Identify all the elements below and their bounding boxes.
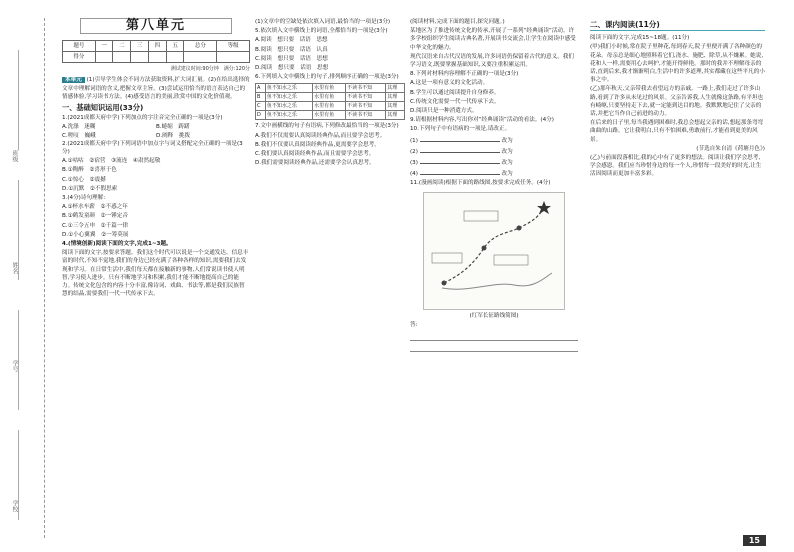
score-cell[interactable] — [95, 52, 113, 63]
answer-line[interactable] — [410, 146, 578, 156]
option[interactable]: C.传统文化需要一代一代传承下去。 — [410, 98, 500, 105]
column-1 — [62, 18, 250, 299]
option[interactable]: C.我们要认真阅读经典作品,而且需要学会思考。 — [255, 151, 375, 158]
grid-row[interactable] — [256, 84, 405, 93]
score-cell[interactable] — [148, 52, 166, 63]
score-cell[interactable] — [131, 52, 149, 63]
answer-line[interactable] — [410, 135, 578, 145]
unit-intro — [62, 76, 250, 101]
question-8: 8.下列对材料内容理解不正确的一项是(3分) — [410, 71, 519, 78]
reading-subtitle: 阅读下面的文字,完成15~18题。(11分) — [590, 35, 690, 42]
answer-line[interactable] — [410, 341, 578, 352]
map-caption: (红军长征路线简图) — [469, 312, 519, 319]
option[interactable]: B.我们不仅要认真阅读经典作品,更需要学会思考。 — [255, 141, 380, 148]
material-intro: (阅读材料,完成下面的题目,探究问题。) — [410, 19, 505, 25]
question-11: 11.(漫画阅读)根据下面的路线图,按要求完成任务。(4分) — [410, 180, 551, 187]
margin-label-school: 学校 — [11, 500, 18, 512]
question-7: 7.文中画横线的句子有语病,下列修改最恰当的一项是(3分) — [255, 123, 399, 130]
score-header: 总分 — [184, 41, 217, 52]
grid-cell: 水里有鱼 — [313, 102, 346, 111]
route-map — [423, 192, 565, 310]
grid-cell: A — [256, 84, 266, 93]
grid-cell: 其理 — [386, 93, 405, 102]
options-1 — [62, 123, 250, 139]
margin-label-number: 学号 — [11, 360, 18, 372]
section-heading: 一、基础知识运用(33分) — [62, 103, 144, 113]
score-table — [62, 40, 250, 63]
question-1: 1.(2021成都天府中学)下列加点的字注音完全正确的一项是(3分) — [62, 115, 223, 122]
score-header: 一 — [95, 41, 113, 52]
grid-cell: 水里有鱼 — [313, 111, 346, 120]
binding-margin — [0, 0, 52, 552]
question-10: 10.下列句子中有语病的一项是,请改正。 — [410, 126, 511, 133]
source-note: (节选自朱自清《荷塘月色》) — [696, 145, 765, 152]
grid-cell: 其理 — [386, 84, 405, 93]
blank-suffix: 改为 — [501, 160, 513, 167]
option[interactable]: D.①沉默 ②不假思索 — [62, 185, 118, 192]
question-9: 9.请根据材料内容,写出你对“经典诵读”活动的看法。(4分) — [410, 117, 554, 124]
grid-cell: 不读书不知 — [346, 102, 386, 111]
margin-label-class: 班级 — [11, 150, 18, 162]
reading-para: 在后来的日子里,每当我遇到困难时,我总会想起父亲的话,想起那条弯弯曲曲的山路。它让我明白,只有不怕困难,勇敢前行,才能看到更美的风景。 — [590, 120, 764, 143]
column-2 — [255, 18, 405, 168]
grid-row[interactable] — [256, 102, 405, 111]
intro-text: (1)引导学生体会不同方法获取资料,扩大词汇量。(2)在给出选择的文章中理解词语的含义,把握文章主旨。(3)尝试运用恰当的语言表达自己的情感体验,学习读书方法。(4)感受语言的美丽,欣赏中国的文化价值观。 — [62, 77, 250, 100]
option[interactable]: B.蜷缩 踌躇 — [156, 124, 190, 131]
grid-cell: 鱼不知水之乐 — [265, 84, 312, 93]
option[interactable]: C.①三令五申 ②千篇一律 — [62, 222, 129, 229]
score-header: 二 — [113, 41, 131, 52]
question-6: 6.下列填入文中横线上的句子,排列顺序正确的一项是(3分) — [255, 74, 399, 81]
grid-row[interactable] — [256, 93, 405, 102]
blank-label: (2) — [410, 148, 418, 155]
route-map-illustration — [424, 193, 564, 309]
option[interactable]: A.①咕咕 ②宿营 ③流连 ④肃然起敬 — [62, 158, 161, 165]
score-row-label: 得分 — [63, 52, 96, 63]
score-cell[interactable] — [217, 52, 250, 63]
option[interactable]: A.①杯水车薪 ②不惑之年 — [62, 204, 128, 211]
margin-line — [18, 50, 19, 150]
blank-field[interactable] — [420, 146, 500, 153]
grid-cell: 其理 — [386, 102, 405, 111]
question-header: (1)文章中的空缺处依次填入词语,最恰当的一项是(3分) — [255, 19, 391, 25]
option[interactable]: D.阐释 挑拨 — [156, 132, 191, 139]
intro-tag: 本单元 — [62, 77, 85, 83]
answer-label: 答: — [410, 321, 418, 328]
question-3: 3.(4分)诗句理解: — [62, 195, 106, 202]
score-header: 四 — [148, 41, 166, 52]
grid-row[interactable] — [256, 111, 405, 120]
blank-field[interactable] — [420, 168, 500, 175]
grid-cell: 水里有鱼 — [313, 84, 346, 93]
grid-cell: C — [256, 102, 266, 111]
margin-label-name: 姓名 — [11, 262, 18, 274]
reading-para: (乙)那年秋天,父亲带我去看望远方的亲戚。一路上,我们走过了许多山路,看到了许多从未见过的风景。父亲告诉我,人生就像这条路,有平坦也有崎岖,只要坚持走下去,就一定能到达目的地。我默默地记住了父亲的话,并把它当作自己前进的动力。 — [590, 86, 764, 118]
option[interactable]: B.①鹤发童颜 ②一锤定音 — [62, 213, 128, 220]
blank-suffix: 改为 — [501, 148, 513, 155]
cut-line — [44, 18, 45, 538]
material-para: 某地区为了推进传统文化的传承,开展了一系列“经典诵读”活动。许多学校组织学生阅读古典名著,开展读书交流会,让学生在阅读中感受中华文化的魅力。 — [410, 28, 576, 51]
page-number: 15 — [743, 535, 766, 546]
option[interactable]: D.阅读只是一种消遣方式。 — [410, 108, 478, 115]
answer-line[interactable] — [410, 168, 578, 178]
blank-field[interactable] — [420, 135, 500, 142]
score-cell[interactable] — [166, 52, 184, 63]
grid-cell: 水里有鱼 — [313, 93, 346, 102]
grid-cell: 不读书不知 — [346, 93, 386, 102]
blank-label: (3) — [410, 160, 418, 167]
option[interactable]: A.阅读 想只要 话语 思想 — [255, 37, 328, 44]
material-para: 现代汉语来自古代汉语的发展,许多词语仍保留着古代的意义。我们学习语文,既要掌握基础知识,又要注重积累运用。 — [410, 53, 574, 69]
option[interactable]: A.洗涤 迷糊 — [62, 124, 96, 131]
unit-title: 第八单元 — [80, 18, 232, 34]
grid-cell: 其理 — [386, 111, 405, 120]
question-2: 2.(2021成都天府中学)下列词语中加点字与词义搭配完全正确的一项是(3分) — [62, 140, 243, 156]
score-header: 三 — [131, 41, 149, 52]
option[interactable]: D.①小心翼翼 ②一筹莫展 — [62, 231, 129, 238]
column-4 — [590, 18, 765, 180]
question-4-title: 4.(情境创新)阅读下面的文字,完成1~3题。 — [62, 241, 172, 248]
column-3 — [410, 18, 578, 352]
answer-line[interactable] — [410, 330, 578, 341]
blank-field[interactable] — [420, 157, 500, 164]
option[interactable]: D.我们需要阅读经典作品,还需要学会认真思考。 — [255, 160, 375, 167]
option[interactable]: C.嗟叹 巍峨 — [62, 132, 96, 139]
grid-cell: D — [256, 111, 266, 120]
score-cell[interactable] — [113, 52, 131, 63]
reading-para: (乙)与前面段落相比,我的心中有了更多的想法。阅读让我们学会思考,学会感恩。我们应当珍惜身边的每一个人,珍惜每一段美好的时光,让生活因阅读而更加丰富多彩。 — [590, 155, 762, 178]
section-heading: 二、课内阅读(11分) — [590, 21, 765, 31]
option[interactable]: C.①惊心 ②震撼 — [62, 176, 106, 183]
option[interactable]: A.我们不仅需要认真阅读经典作品,而且要学会思考。 — [255, 132, 386, 139]
grid-cell: 鱼不知水之乐 — [265, 111, 312, 120]
score-header: 题号 — [63, 41, 96, 52]
grid-cell: 鱼不知水之乐 — [265, 102, 312, 111]
option[interactable]: B.阅读 想只要 话语 认真 — [255, 46, 328, 53]
option[interactable]: B.①陶醉 ②喜形于色 — [62, 167, 117, 174]
score-cell[interactable] — [184, 52, 217, 63]
grid-cell: 不读书不知 — [346, 84, 386, 93]
answer-line[interactable] — [410, 157, 578, 167]
reading-para: (甲)我们小时候,常在院子里种花,每到春天,院子里便开满了各种颜色的花朵。母亲总是细心地照料着它们,浇水、施肥、除草,从不嫌累。她说,花和人一样,需要用心去呵护,才能开得鲜艳。那时的我并不理解母亲的话,直到后来,我才渐渐明白,生活中的许多道理,其实都藏在这些平凡的小事之中。 — [590, 44, 765, 84]
grid-cell: 鱼不知水之乐 — [265, 93, 312, 102]
option[interactable]: A.这是一项有意义的文化活动。 — [410, 80, 489, 87]
blank-suffix: 改为 — [501, 171, 513, 178]
blank-suffix: 改为 — [501, 137, 513, 144]
reading-passage: 阅读下面的文字,按要求答题。我们这个时代可以说是一个交通发达、信息丰富的时代,不知不觉地,我们的身边已经充满了各种各样的知识,需要我们去发现和学习。在日常生活中,我们每天都在接触新的事物,人们常说读书使人明智,学习使人进步。只有不断地学习和积累,我们才能不断地提高自己的能力。传统文化包含的内容十分丰富,像诗词、戏曲、书法等,都是我们民族智慧的结晶,需要我们一代一代传承下去。 — [62, 250, 249, 298]
blank-label: (1) — [410, 137, 418, 144]
options-grid — [255, 83, 405, 120]
option[interactable]: D.阅读 想只要 话语 思想 — [255, 65, 329, 72]
score-header: 五 — [166, 41, 184, 52]
option[interactable]: B.学生可以通过阅读提升自身修养。 — [410, 89, 500, 96]
blank-label: (4) — [410, 171, 418, 178]
grid-cell: B — [256, 93, 266, 102]
test-meta: 测试建议时间:90分钟 满分:120分 — [170, 66, 250, 73]
question-5: 5.依次填入文中横线上的词语,全都恰当的一项是(3分) — [255, 28, 388, 35]
option[interactable]: C.阅读 想只要 话语 思想 — [255, 55, 328, 62]
star-icon — [537, 201, 551, 214]
grid-cell: 不读书不知 — [346, 111, 386, 120]
score-header: 等级 — [217, 41, 250, 52]
